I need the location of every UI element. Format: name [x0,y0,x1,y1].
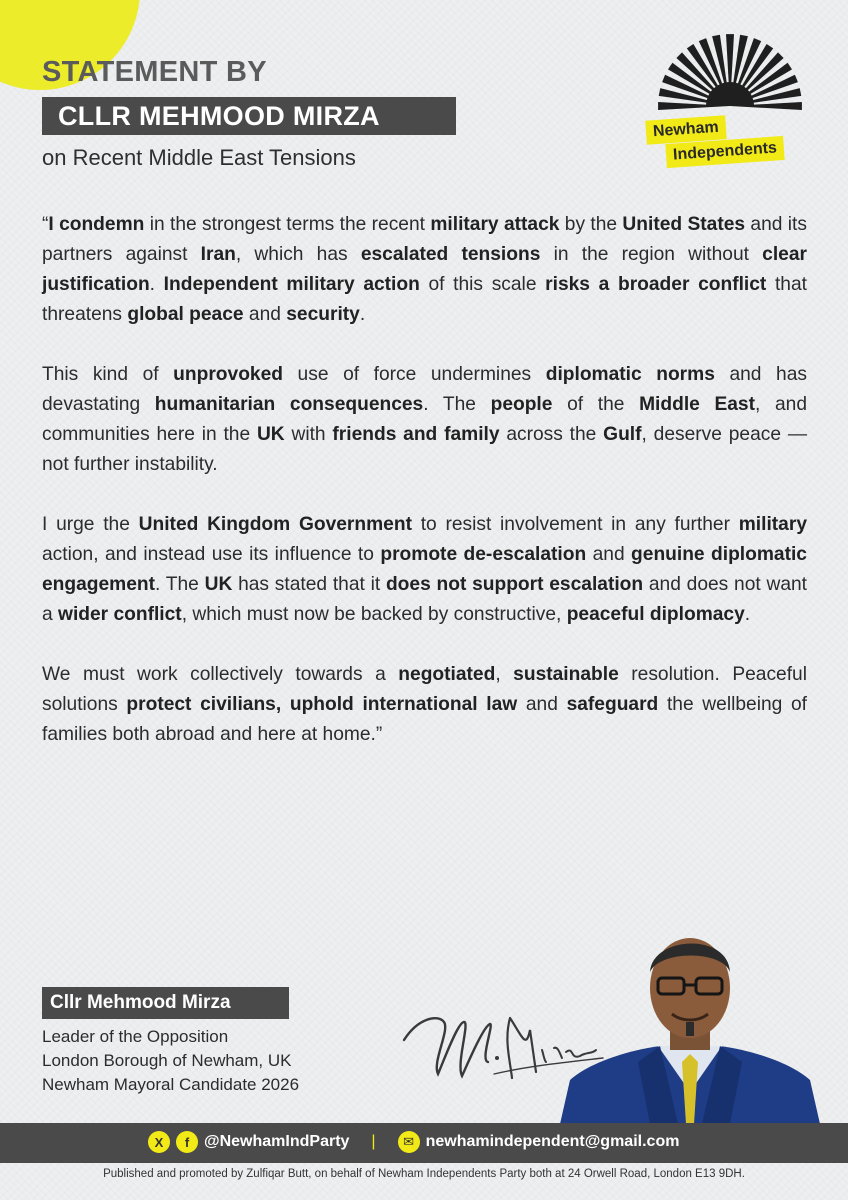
statement-paragraph-3: I urge the United Kingdom Government to resist involvement in any further military action, and instead use its influence to promote de-escalation and genuine diplomatic engagement. The UK has stated that it does not support escalation and does not want a wider conflict, which must now be backed by constructive, peaceful diplomacy. [42,514,807,625]
statement-body [42,210,807,780]
footer-contact-bar [0,1123,848,1163]
signatory-name-banner: Cllr Mehmood Mirza [42,987,289,1019]
statement-paragraph-1: “I condemn in the strongest terms the recent military attack by the United States and its partners against Iran, which has escalated tensions in the region without clear justification. Independent military action of this scale risks a broader conflict that threatens global peace and security. [42,214,807,325]
footer-separator: | [371,1133,376,1150]
logo-word-newham: Newham [645,115,726,145]
statement-by-heading: STATEMENT BY [42,56,267,88]
councillor-portrait [560,922,820,1124]
mail-icon[interactable]: ✉ [398,1131,420,1153]
footer-contact-row [148,1131,679,1153]
imprint-text: Published and promoted by Zulfiqar Butt, on behalf of Newham Independents Party both at 24 Orwell Road, London E13 9DH. [103,1168,745,1180]
signatory-role-2: London Borough of Newham, UK [42,1051,292,1070]
contact-email[interactable]: newhamindependent@gmail.com [425,1133,680,1150]
facebook-icon[interactable]: f [176,1131,198,1153]
statement-paragraph-4: We must work collectively towards a negotiated, sustainable resolution. Peaceful solutions protect civilians, uphold international law and safeguard the wellbeing of families both abroad and here at home.” [42,664,807,745]
signatory-titles [42,1025,299,1097]
signatory-role-1: Leader of the Opposition [42,1027,229,1046]
statement-paragraph-2: This kind of unprovoked use of force undermines diplomatic norms and has devastating humanitarian consequences. The people of the Middle East, and communities here in the UK with friends and family across the Gulf, deserve peace — not further instability. [42,364,808,475]
logo-word-independents: Independents [665,136,784,168]
newham-independents-logo [640,22,820,172]
social-handle[interactable]: @NewhamIndParty [204,1133,350,1150]
x-icon[interactable]: X [148,1131,170,1153]
sunburst-core [706,82,754,106]
signatory-role-3: Newham Mayoral Candidate 2026 [42,1075,300,1094]
statement-subtitle: on Recent Middle East Tensions [42,145,356,170]
sunburst-icon [655,22,805,112]
councillor-name-banner: CLLR MEHMOOD MIRZA [42,97,456,135]
